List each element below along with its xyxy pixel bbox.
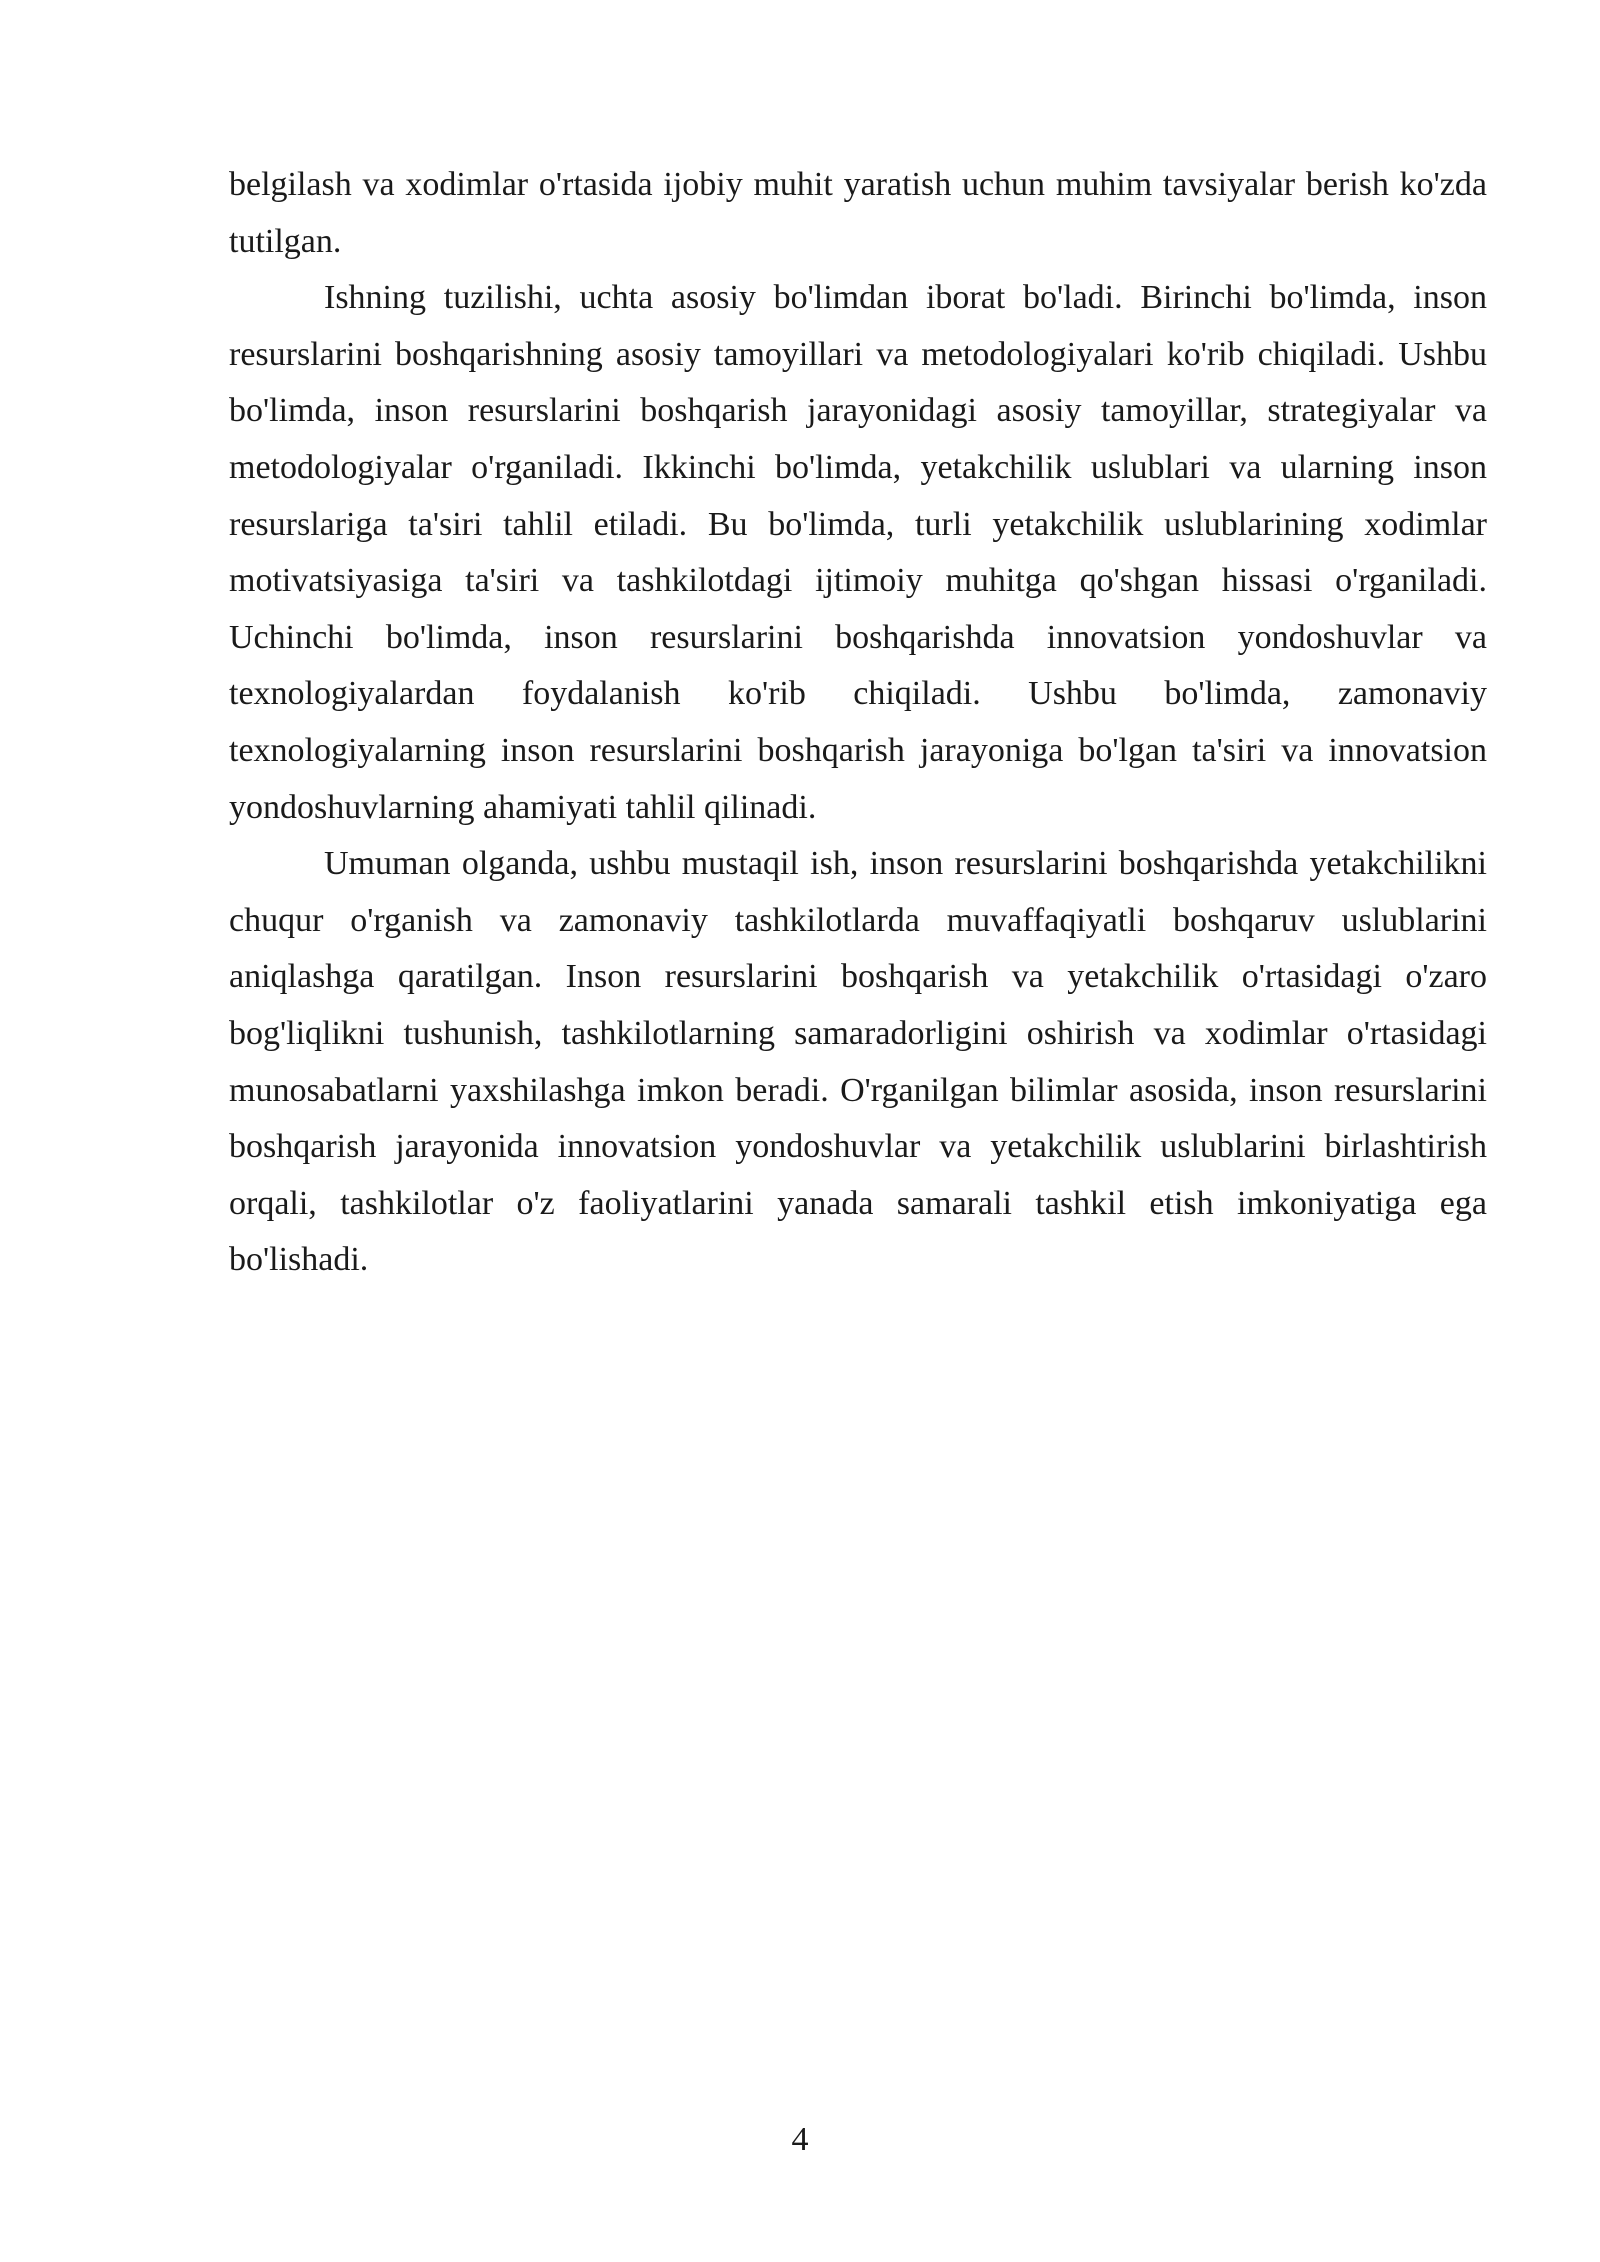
- paragraph-continuation: belgilash va xodimlar o'rtasida ijobiy muhit yaratish uchun muhim tavsiyalar berish ko'zda tutilgan.: [229, 166, 1487, 260]
- page-number: 4: [791, 2121, 809, 2158]
- paragraph-structure: Ishning tuzilishi, uchta asosiy bo'limdan iborat bo'ladi. Birinchi bo'limda, inson resurslarini boshqarishning asosiy tamoyillari va metodologiyalari ko'rib chiqiladi. Ushbu bo'limda, inson resurslarini boshqarish jarayonidagi asosiy tamoyillar, strategiyalar va metodologiyalar o'rganiladi. Ikkinchi bo'limda, yetakchilik uslublari va ularning inson resurslariga ta'siri tahlil etiladi. Bu bo'limda, turli yetakchilik uslublarining xodimlar motivatsiyasiga ta'siri va tashkilotdagi ijtimoiy muhitga qo'shgan hissasi o'rganiladi. Uchinchi bo'limda, inson resurslarini boshqarishda innovatsion yondoshuvlar va texnologiyalardan foydalanish ko'rib chiqiladi. Ushbu bo'limda, zamonaviy texnologiyalarning inson resurslarini boshqarish jarayoniga bo'lgan ta'siri va innovatsion yondoshuvlarning ahamiyati tahlil qilinadi.: [229, 279, 1487, 826]
- body-text: [229, 157, 1487, 1289]
- paragraph-conclusion: Umuman olganda, ushbu mustaqil ish, inson resurslarini boshqarishda yetakchilikni chuqur o'rganish va zamonaviy tashkilotlarda muvaffaqiyatli boshqaruv uslublarini aniqlashga qaratilgan. Inson resurslarini boshqarish va yetakchilik o'rtasidagi o'zaro bog'liqlikni tushunish, tashkilotlarning samaradorligini oshirish va xodimlar o'rtasidagi munosabatlarni yaxshilashga imkon beradi. O'rganilgan bilimlar asosida, inson resurslarini boshqarish jarayonida innovatsion yondoshuvlar va yetakchilik uslublarini birlashtirish orqali, tashkilotlar o'z faoliyatlarini yanada samarali tashkil etish imkoniyatiga ega bo'lishadi.: [229, 845, 1487, 1279]
